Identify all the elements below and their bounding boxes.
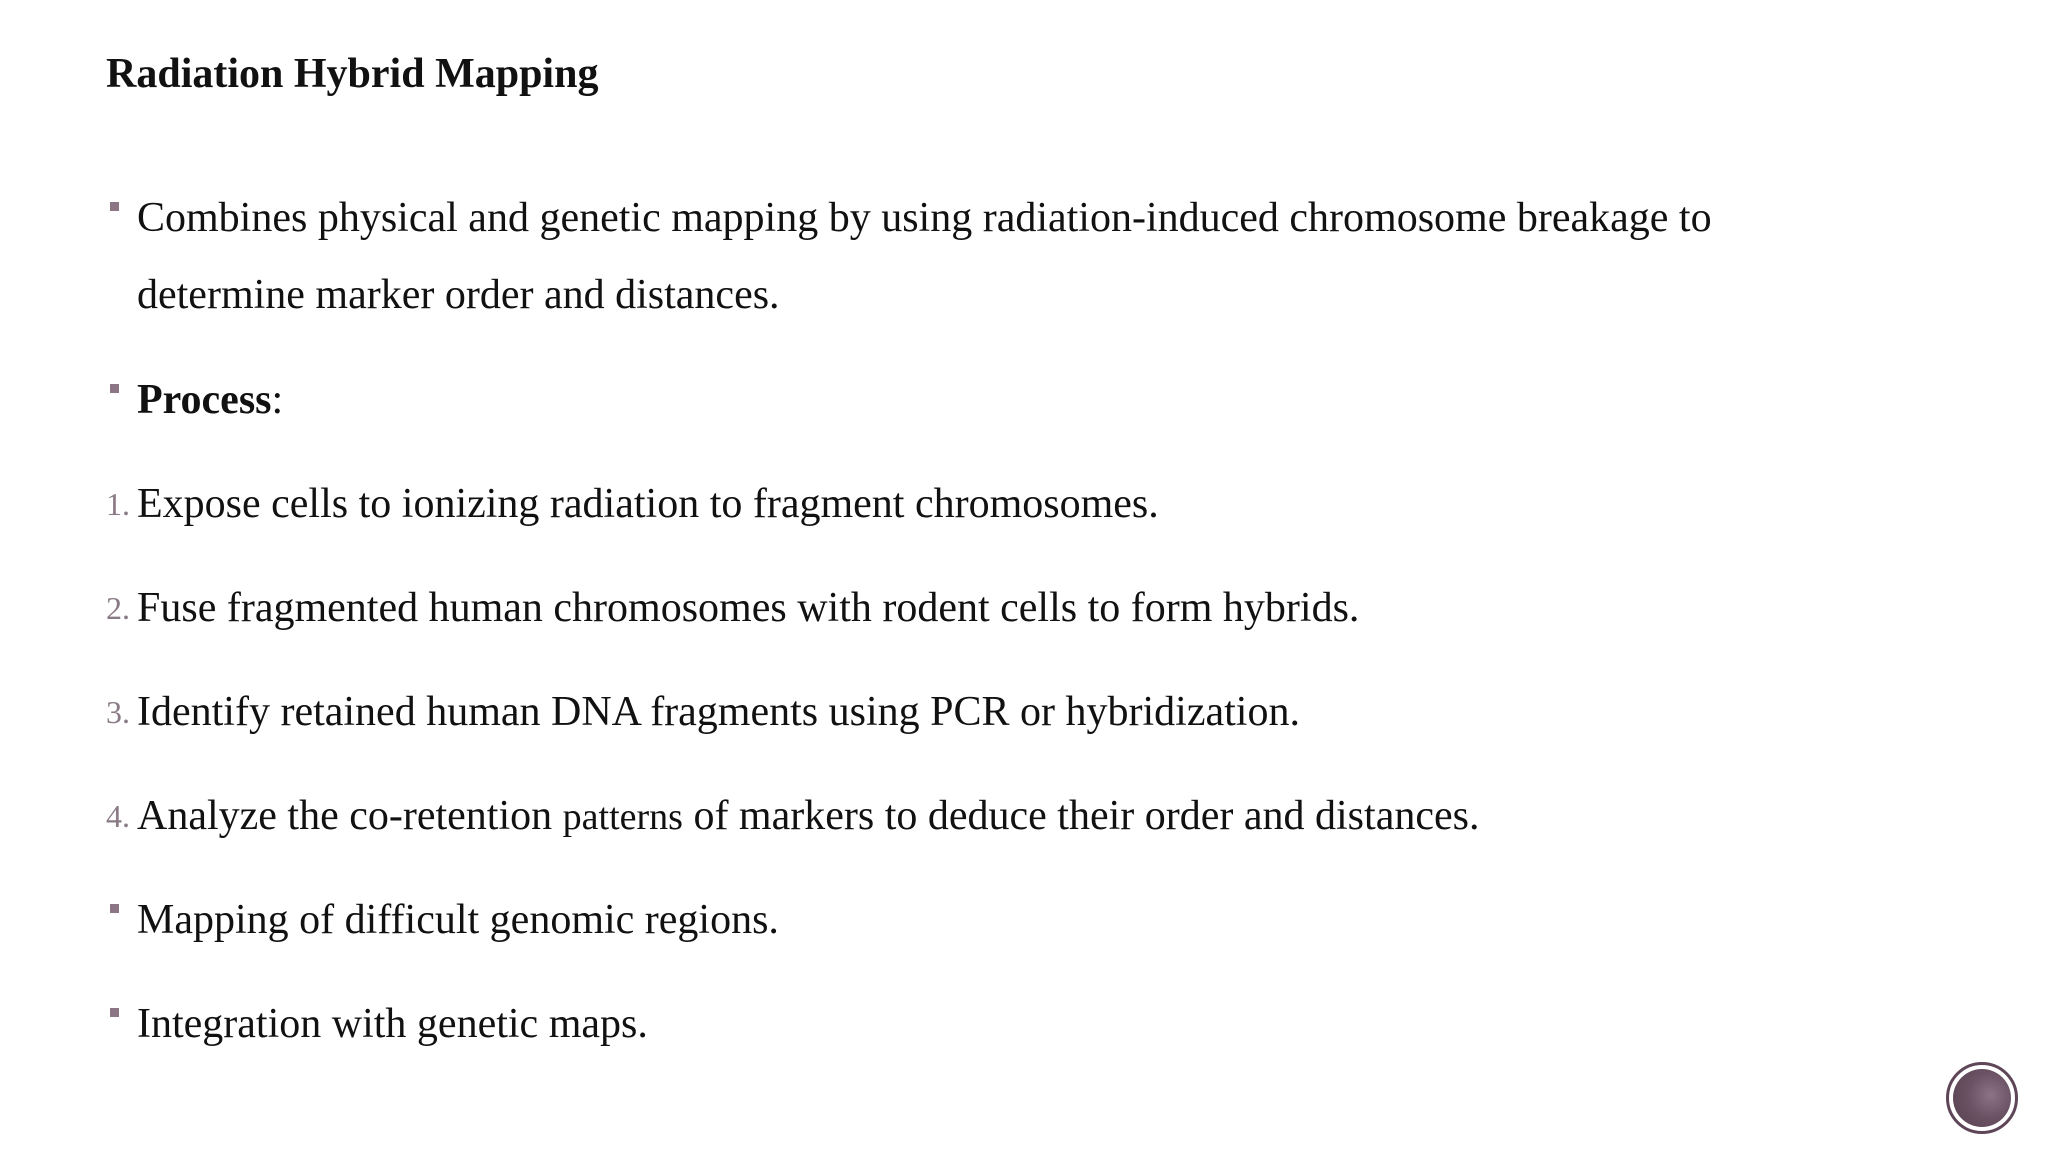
step-text: Expose cells to ionizing radiation to fragment chromosomes. (137, 481, 1159, 527)
step-number: 2. (106, 590, 130, 626)
square-bullet-icon (110, 904, 119, 913)
numbered-step-1 (106, 466, 1866, 543)
process-label: Process (137, 377, 272, 423)
step-number: 3. (106, 694, 130, 730)
step-number: 4. (106, 798, 130, 834)
bullet-text (137, 180, 1866, 334)
step-text-part-a: Analyze the co-retention (137, 793, 563, 839)
step-text (137, 778, 1866, 856)
bullet-item-integration (106, 986, 1866, 1063)
badge-circle (1953, 1069, 2011, 1127)
step-text: Fuse fragmented human chromosomes with rodent cells to form hybrids. (137, 585, 1360, 631)
square-bullet-icon (110, 1008, 119, 1017)
step-text: Identify retained human DNA fragments using PCR or hybridization. (137, 689, 1300, 735)
step-text-part-b: patterns (562, 796, 683, 838)
bullet-text-line-2: determine marker order and distances. (137, 272, 780, 318)
slide-title: Radiation Hybrid Mapping (106, 51, 599, 97)
step-text-part-c: of markers to deduce their order and distances. (682, 793, 1480, 839)
bullet-text-line-1: Combines physical and genetic mapping by using radiation-induced chromosome breakage to (137, 195, 1712, 241)
bullet-item-combines (106, 180, 1866, 334)
numbered-step-2 (106, 570, 1866, 647)
square-bullet-icon (110, 384, 119, 393)
step-number: 1. (106, 486, 130, 522)
slide-badge-icon (1946, 1062, 2018, 1134)
bullet-text: Integration with genetic maps. (137, 1001, 648, 1047)
numbered-step-3 (106, 674, 1866, 751)
bullet-text: Mapping of difficult genomic regions. (137, 897, 779, 943)
bullet-text (137, 362, 1866, 439)
bullet-item-process (106, 362, 1866, 439)
square-bullet-icon (110, 202, 119, 211)
bullet-item-mapping (106, 882, 1866, 959)
process-colon: : (271, 377, 284, 423)
numbered-step-4 (106, 778, 1866, 856)
